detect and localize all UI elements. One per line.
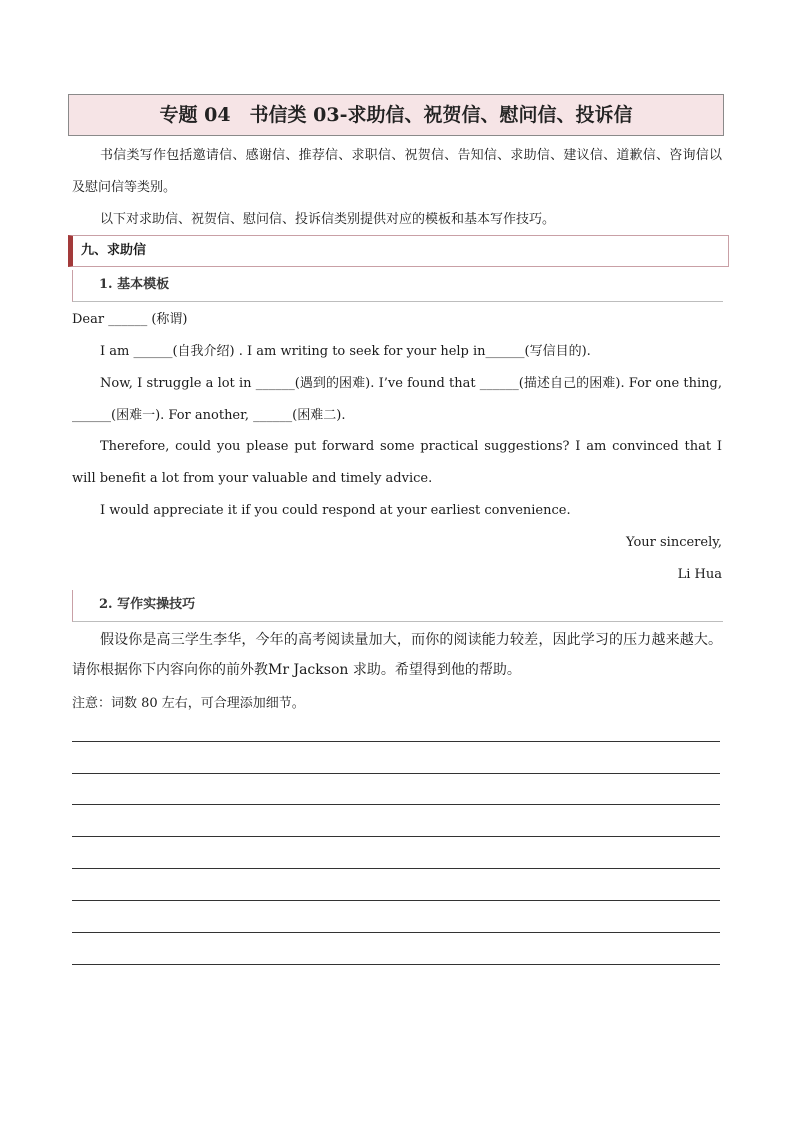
- intro-paragraph: 书信类写作包括邀请信、感谢信、推荐信、求职信、祝贺信、告知信、求助信、建议信、道歉信、咨询信以及慰问信等类别。: [72, 148, 722, 195]
- answer-line[interactable]: [72, 804, 720, 805]
- letter-line-request: Therefore, could you please put forward some practical suggestions? I am convinced that I will benefit a lot from your valuable and timely advice.: [72, 439, 722, 486]
- letter-line-closing-request: I would appreciate it if you could respond at your earliest convenience.: [100, 503, 571, 518]
- page-title: 专题 04 书信类 03-求助信、祝贺信、慰问信、投诉信: [68, 94, 724, 136]
- intro-paragraph-2: 以下对求助信、祝贺信、慰问信、投诉信类别提供对应的模板和基本写作技巧。: [100, 212, 556, 227]
- letter-closing: Your sincerely,: [626, 535, 722, 550]
- answer-line[interactable]: [72, 900, 720, 901]
- section-heading: 九、求助信: [68, 235, 729, 267]
- answer-line[interactable]: [72, 964, 720, 965]
- writing-task-prompt: 假设你是高三学生李华，今年的高考阅读量加大，而你的阅读能力较差，因此学习的压力越来越大。请你根据你下内容向你的前外教Mr Jackson 求助。希望得到他的帮助。: [72, 632, 722, 678]
- subsection-heading-practice: 2. 写作实操技巧: [72, 590, 723, 622]
- answer-line[interactable]: [72, 836, 720, 837]
- answer-line[interactable]: [72, 932, 720, 933]
- answer-line[interactable]: [72, 773, 720, 774]
- answer-line[interactable]: [72, 741, 720, 742]
- writing-task-note: 注意：词数 80 左右，可合理添加细节。: [72, 696, 305, 711]
- letter-salutation: Dear ______ (称谓): [72, 312, 188, 327]
- letter-signature: Li Hua: [677, 567, 722, 582]
- subsection-heading-template: 1. 基本模板: [72, 270, 723, 302]
- answer-line[interactable]: [72, 868, 720, 869]
- letter-line-intro: I am ______(自我介绍) . I am writing to seek for your help in______(写信目的).: [100, 344, 591, 359]
- letter-line-difficulty: Now, I struggle a lot in ______(遇到的困难). I’ve found that ______(描述自己的困难). For one thing, ______(困难一). For another, ______(困难二).: [72, 376, 722, 423]
